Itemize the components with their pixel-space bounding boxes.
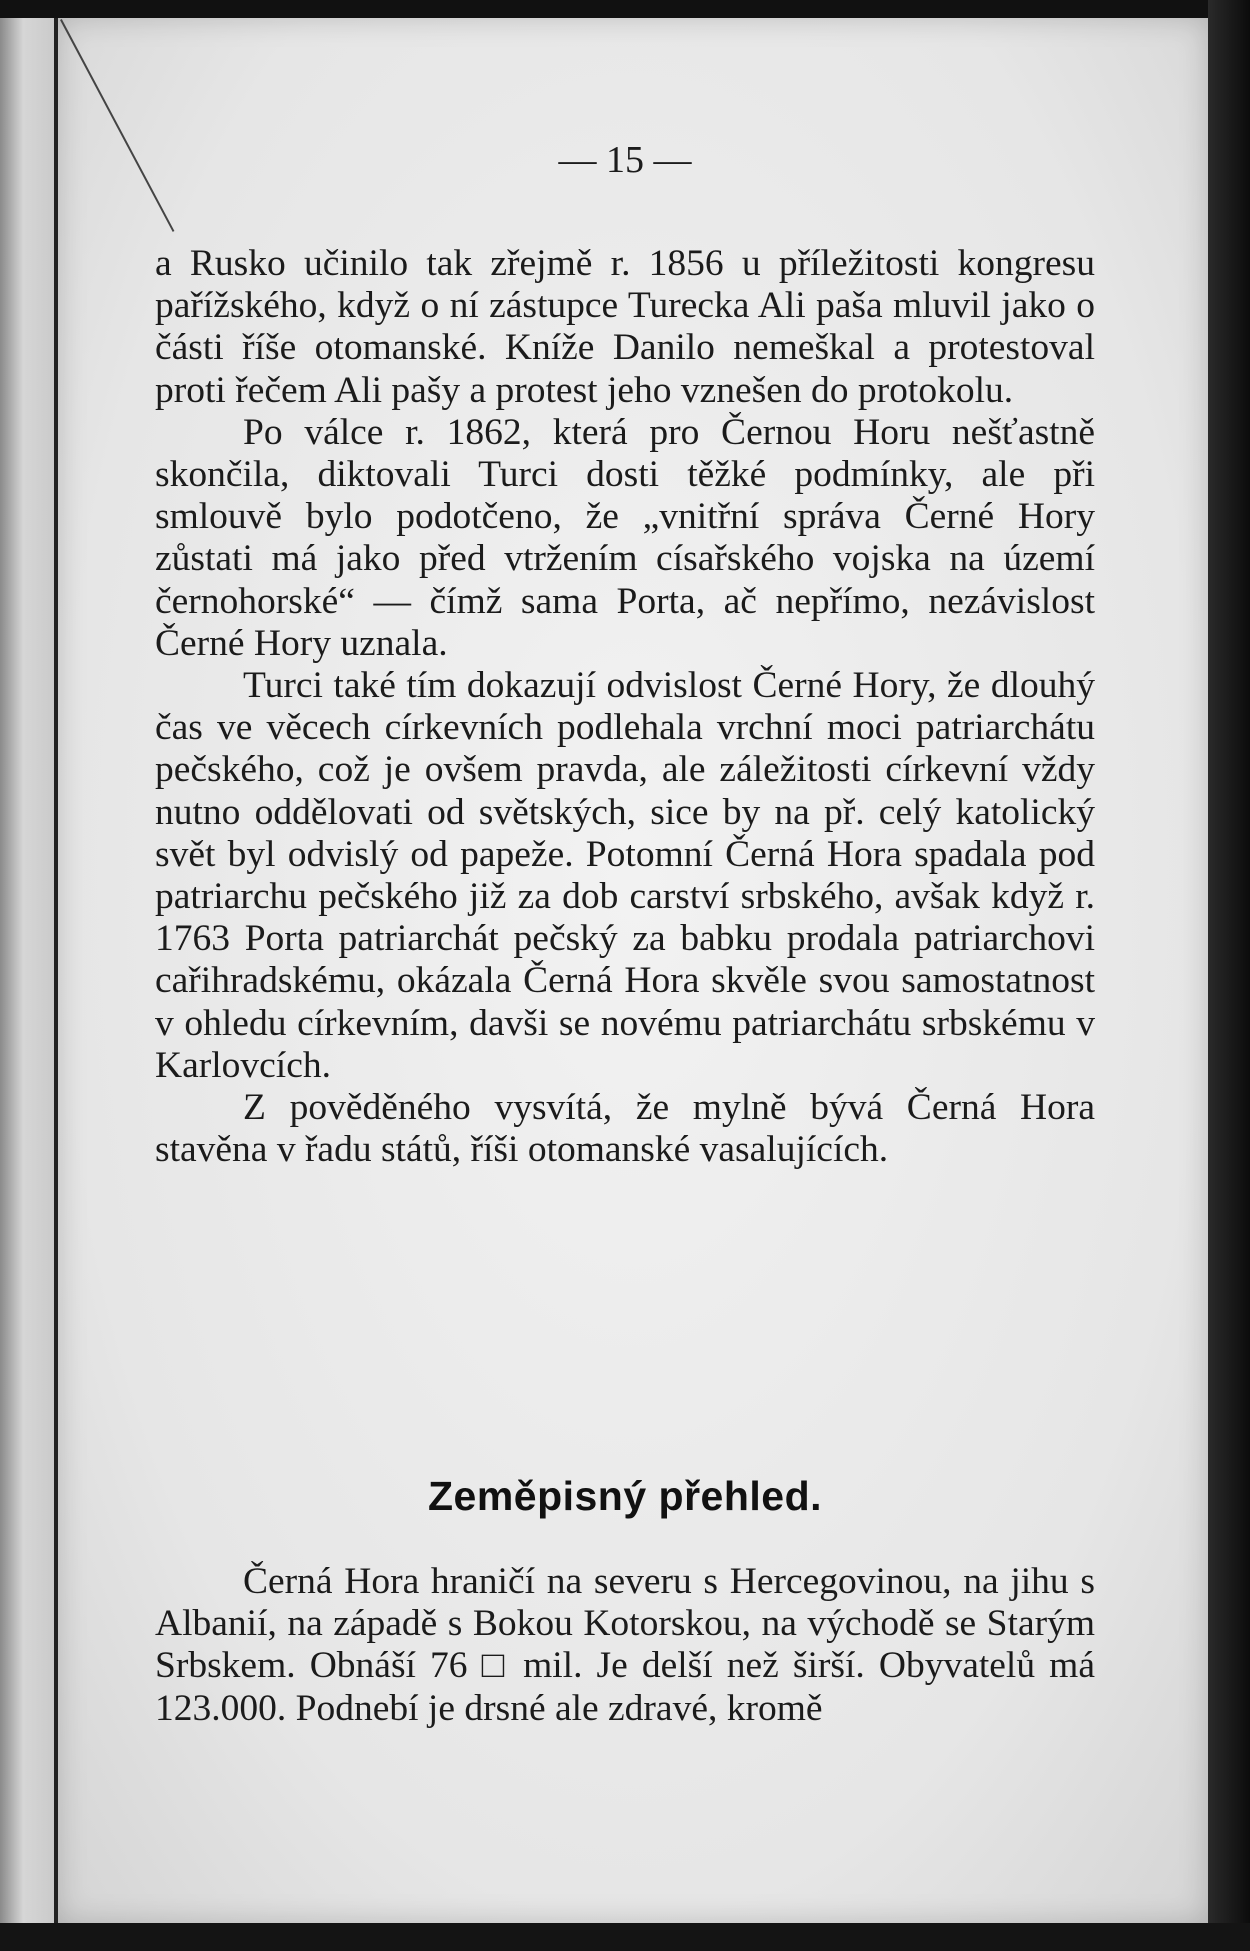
scan-bottom-edge xyxy=(0,1923,1250,1951)
body-text xyxy=(155,243,1095,1171)
section-text xyxy=(155,1561,1095,1730)
left-page-edge xyxy=(0,18,58,1923)
paragraph: Z pověděného vysvítá, že mylně bývá Černá Hora stavěna v řadu států, říši otomanské vasalujících. xyxy=(155,1087,1095,1171)
page-number: — 15 — xyxy=(558,139,692,181)
paragraph: Po válce r. 1862, která pro Černou Horu nešťastně skončila, diktovali Turci dosti těžké podmínky, ale při smlouvě bylo podotčeno, že „vnitřní správa Černé Hory zůstati má jako před vtržením císařského vojska na území černohorské“ — čímž sama Porta, ač nepřímo, nezávislost Černé Hory uznala. xyxy=(155,411,1095,664)
section-heading: Zeměpisný přehled. xyxy=(427,1473,823,1519)
scan-right-edge xyxy=(1208,0,1250,1951)
paragraph: a Rusko učinilo tak zřejmě r. 1856 u příležitosti kongresu pařížského, když o ní zástupce Turecka Ali paša mluvil jako o části říše otomanské. Kníže Danilo nemeškal a protestoval proti řečem Ali pašy a protest jeho vznešen do protokolu. xyxy=(155,243,1095,411)
paragraph: Turci také tím dokazují odvislost Černé Hory, že dlouhý čas ve věcech církevních podlehala vrchní moci patriarchátu pečského, což je ovšem pravda, ale záležitosti církevní vždy nutno oddělovati od světských, sice by na př. celý katolický svět byl odvislý od papeže. Potomní Černá Hora spadala pod patriarchu pečského již za dob carství srbského, avšak když r. 1763 Porta patriarchát pečský za babku prodala patriarchovi cařihradskému, okázala Černá Hora skvěle svou samostatnost v ohledu církevním, davši se novému patriarchátu srbskému v Karlovcích. xyxy=(155,665,1095,1086)
paragraph: Černá Hora hraničí na severu s Hercegovinou, na jihu s Albanií, na západě s Bokou Kotorskou, na východě se Starým Srbskem. Obnáší 76 □ mil. Je delší než širší. Obyvatelů má 123.000. Podnebí je drsné ale zdravé, kromě xyxy=(155,1561,1095,1729)
